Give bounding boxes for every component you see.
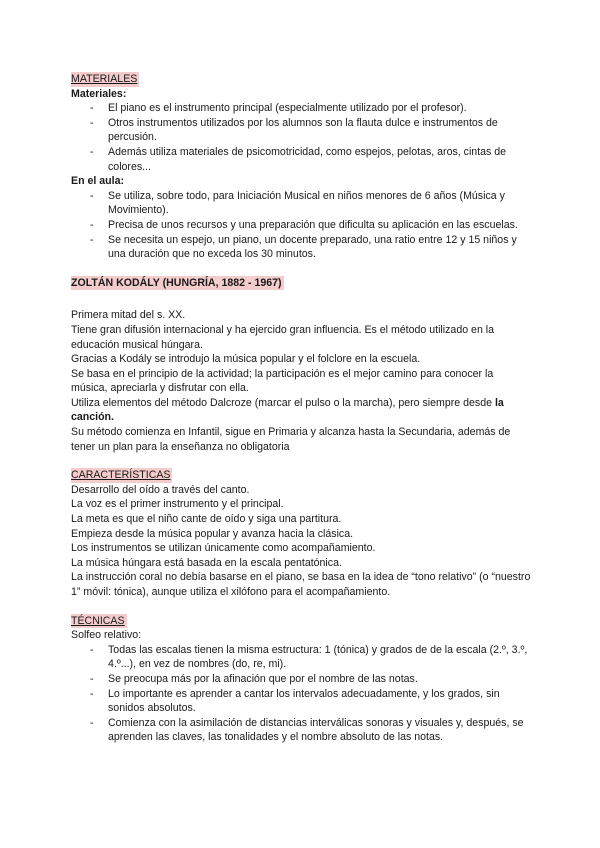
- paragraph: Gracias a Kodály se introdujo la música popular y el folclore en la escuela.: [71, 353, 421, 366]
- tecnicas-list: [71, 643, 531, 745]
- paragraph: Desarrollo del oído a través del canto.: [71, 483, 250, 496]
- aula-list: [71, 189, 531, 262]
- paragraph: Tiene gran difusión internacional y ha ejercido gran influencia. Es el método utilizado en la educación musical húngara.: [71, 323, 495, 351]
- paragraph: La música húngara está basada en la escala pentatónica.: [71, 556, 342, 569]
- list-item: - Se utiliza, sobre todo, para Iniciación Musical en niños menores de 6 años (Música y Movimiento).: [108, 189, 531, 218]
- materiales-subheading: Materiales:: [71, 87, 127, 100]
- list-item: - Comienza con la asimilación de distancias interválicas sonoras y visuales y, después, se aprenden las claves, las tonalidades y el nombre absoluto de las notas.: [108, 716, 531, 745]
- list-item: - Todas las escalas tienen la misma estructura: 1 (tónica) y grados de de la escala (2.º, 3.º, 4.º...), en vez de nombres (do, re, mi).: [108, 643, 531, 672]
- list-item: - Además utiliza materiales de psicomotricidad, como espejos, pelotas, aros, cintas de colores...: [108, 145, 531, 174]
- list-item: - El piano es el instrumento principal (especialmente utilizado por el profesor).: [108, 101, 531, 116]
- list-item: - Otros instrumentos utilizados por los alumnos son la flauta dulce e instrumentos de percusión.: [108, 116, 531, 145]
- list-item: - Se necesita un espejo, un piano, un docente preparado, una ratio entre 12 y 15 niños y una duración que no exceda los 30 minutos.: [108, 233, 531, 262]
- list-item: - Se preocupa más por la afinación que por el nombre de las notas.: [108, 672, 531, 687]
- caracteristicas-heading: CARACTERÍSTICAS: [71, 469, 171, 482]
- paragraph: Empieza desde la música popular y avanza hacia la clásica.: [71, 527, 354, 540]
- paragraph: Su método comienza en Infantil, sigue en Primaria y alcanza hasta la Secundaria, además de tener un plan para la enseñanza no obligatoria: [71, 426, 511, 453]
- document-content: [71, 72, 531, 745]
- paragraph: Los instrumentos se utilizan únicamente como acompañamiento.: [71, 542, 376, 555]
- paragraph: Primera mitad del s. XX.: [71, 309, 186, 322]
- materiales-list: [71, 101, 531, 174]
- materiales-heading: MATERIALES: [71, 73, 138, 85]
- kodaly-heading: ZOLTÁN KODÁLY (HUNGRÍA, 1882 - 1967): [71, 276, 282, 289]
- list-item: - Precisa de unos recursos y una preparación que dificulta su aplicación en las escuelas.: [108, 218, 531, 233]
- paragraph: La instrucción coral no debía basarse en el piano, se basa en la idea de “tono relativo” (o “nuestro 1” móvil: tónica), aunque utiliza el xilófono para el acompañamiento.: [71, 571, 531, 598]
- solfeo-subheading: Solfeo relativo:: [71, 629, 142, 642]
- paragraph: La meta es que el niño cante de oído y siga una partitura.: [71, 513, 342, 526]
- dalcroze-text: Utiliza elementos del método Dalcroze (marcar el pulso o la marcha), pero siempre desde: [71, 396, 495, 409]
- dalcroze-bold-text: la canción.: [71, 396, 504, 424]
- aula-subheading: En el aula:: [71, 175, 124, 188]
- tecnicas-heading: TÉCNICAS: [71, 614, 125, 627]
- paragraph: [71, 396, 531, 425]
- list-item: - Lo importante es aprender a cantar los intervalos adecuadamente, y los grados, sin sonidos absolutos.: [108, 687, 531, 716]
- paragraph: La voz es el primer instrumento y el principal.: [71, 498, 284, 511]
- paragraph: Se basa en el principio de la actividad; la participación es el mejor camino para conocer la música, apreciarla y disfrutar con ella.: [71, 367, 494, 395]
